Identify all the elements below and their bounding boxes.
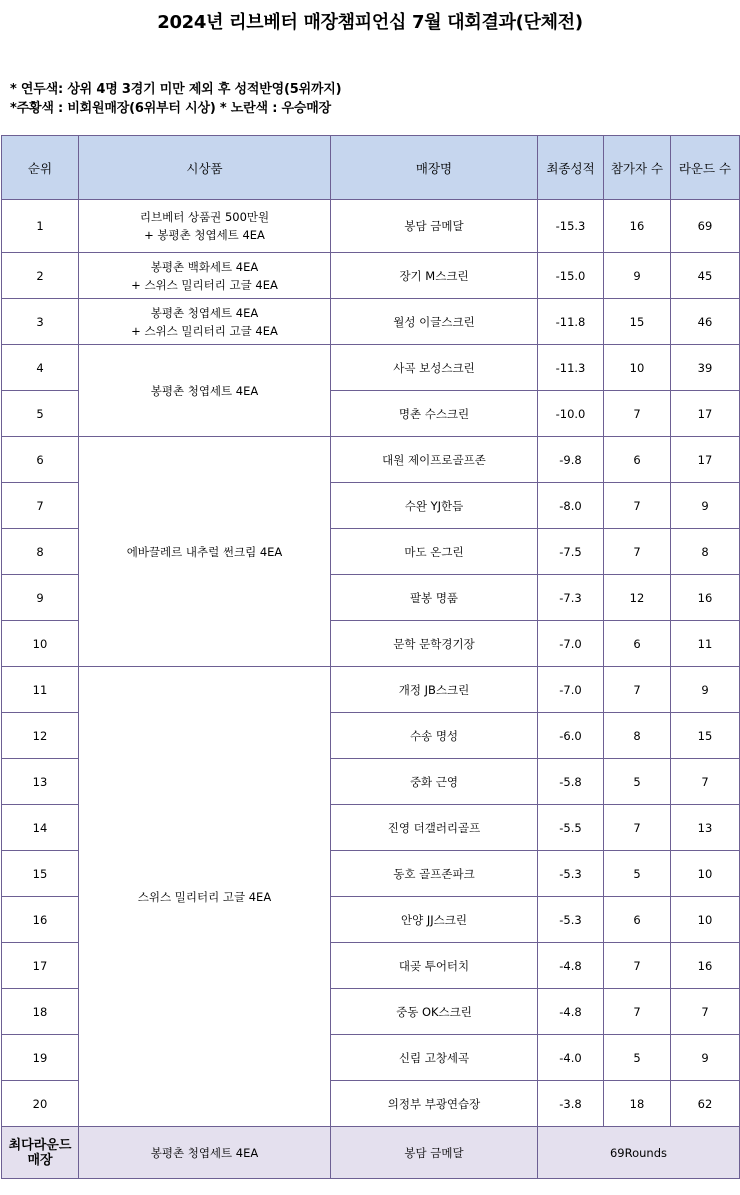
prize-line: 에바끌레르 내추럴 썬크림 4EA xyxy=(126,544,283,559)
rank-cell: 14 xyxy=(2,805,79,851)
table-row xyxy=(2,437,740,483)
rank-cell: 10 xyxy=(2,621,79,667)
legend-notes xyxy=(10,80,341,118)
store-cell: 문학 문학경기장 xyxy=(331,621,538,667)
rank-cell: 17 xyxy=(2,943,79,989)
store-cell: 사곡 보성스크린 xyxy=(331,345,538,391)
most-rounds-prize: 봉평촌 청엽세트 4EA xyxy=(79,1127,331,1179)
store-cell: 명촌 수스크린 xyxy=(331,391,538,437)
players-cell: 7 xyxy=(604,391,671,437)
score-cell: -5.8 xyxy=(538,759,604,805)
rounds-cell: 9 xyxy=(671,1035,740,1081)
rank-cell: 2 xyxy=(2,253,79,299)
score-cell: -15.3 xyxy=(538,200,604,253)
score-cell: -7.0 xyxy=(538,667,604,713)
store-cell: 대원 제이프로골프존 xyxy=(331,437,538,483)
prize-cell xyxy=(79,200,331,253)
rounds-cell: 11 xyxy=(671,621,740,667)
store-cell: 마도 온그린 xyxy=(331,529,538,575)
rounds-cell: 62 xyxy=(671,1081,740,1127)
page-title: 2024년 리브베터 매장챔피언십 7월 대회결과(단체전) xyxy=(157,12,583,33)
rank-cell: 18 xyxy=(2,989,79,1035)
players-cell: 5 xyxy=(604,759,671,805)
score-cell: -10.0 xyxy=(538,391,604,437)
store-cell: 중동 OK스크린 xyxy=(331,989,538,1035)
note-line: * 연두색: 상위 4명 3경기 미만 제외 후 성적반영(5위까지) xyxy=(10,82,342,97)
rank-cell: 11 xyxy=(2,667,79,713)
store-cell: 진영 더갤러리골프 xyxy=(331,805,538,851)
header-rank: 순위 xyxy=(2,136,79,200)
score-cell: -15.0 xyxy=(538,253,604,299)
store-cell: 봉담 금메달 xyxy=(331,200,538,253)
store-cell: 의정부 부광연습장 xyxy=(331,1081,538,1127)
header-row xyxy=(2,136,740,200)
players-cell: 12 xyxy=(604,575,671,621)
prize-cell xyxy=(79,253,331,299)
players-cell: 15 xyxy=(604,299,671,345)
score-cell: -6.0 xyxy=(538,713,604,759)
header-score: 최종성적 xyxy=(538,136,604,200)
rounds-cell: 15 xyxy=(671,713,740,759)
rank-cell: 3 xyxy=(2,299,79,345)
store-cell: 수완 YJ한듬 xyxy=(331,483,538,529)
store-cell: 대곶 투어터치 xyxy=(331,943,538,989)
header-store: 매장명 xyxy=(331,136,538,200)
players-cell: 9 xyxy=(604,253,671,299)
rank-cell: 12 xyxy=(2,713,79,759)
players-cell: 5 xyxy=(604,1035,671,1081)
score-cell: -4.8 xyxy=(538,989,604,1035)
most-rounds-row xyxy=(2,1127,740,1179)
store-cell: 수송 명성 xyxy=(331,713,538,759)
score-cell: -7.0 xyxy=(538,621,604,667)
rounds-cell: 9 xyxy=(671,667,740,713)
store-cell: 개정 JB스크린 xyxy=(331,667,538,713)
prize-cell xyxy=(79,437,331,667)
score-cell: -5.3 xyxy=(538,851,604,897)
store-cell: 장기 M스크린 xyxy=(331,253,538,299)
rounds-cell: 7 xyxy=(671,759,740,805)
players-cell: 16 xyxy=(604,200,671,253)
rank-cell: 4 xyxy=(2,345,79,391)
rounds-cell: 9 xyxy=(671,483,740,529)
score-cell: -5.5 xyxy=(538,805,604,851)
rank-cell: 7 xyxy=(2,483,79,529)
rank-cell: 15 xyxy=(2,851,79,897)
store-cell: 중화 근영 xyxy=(331,759,538,805)
prize-line: 봉평촌 백화세트 4EA xyxy=(150,259,259,274)
rounds-cell: 13 xyxy=(671,805,740,851)
rank-cell: 6 xyxy=(2,437,79,483)
prize-line: + 봉평촌 청엽세트 4EA xyxy=(144,228,265,242)
score-cell: -11.8 xyxy=(538,299,604,345)
score-cell: -11.3 xyxy=(538,345,604,391)
rounds-cell: 46 xyxy=(671,299,740,345)
table-row xyxy=(2,345,740,391)
players-cell: 6 xyxy=(604,897,671,943)
rank-cell: 8 xyxy=(2,529,79,575)
store-cell: 안양 JJ스크린 xyxy=(331,897,538,943)
prize-line: 스위스 밀리터리 고글 4EA xyxy=(137,889,272,904)
most-rounds-store: 봉담 금메달 xyxy=(331,1127,538,1179)
score-cell: -4.8 xyxy=(538,943,604,989)
store-cell: 월성 이글스크린 xyxy=(331,299,538,345)
score-cell: -7.5 xyxy=(538,529,604,575)
score-cell: -7.3 xyxy=(538,575,604,621)
store-cell: 팔봉 명품 xyxy=(331,575,538,621)
store-cell: 신림 고창세곡 xyxy=(331,1035,538,1081)
results-table xyxy=(1,135,740,1179)
rank-cell: 13 xyxy=(2,759,79,805)
header-players: 참가자 수 xyxy=(604,136,671,200)
players-cell: 7 xyxy=(604,805,671,851)
prize-line: 봉평촌 청엽세트 4EA xyxy=(150,305,259,320)
rank-cell: 19 xyxy=(2,1035,79,1081)
rounds-cell: 69 xyxy=(671,200,740,253)
rounds-cell: 10 xyxy=(671,851,740,897)
score-cell: -3.8 xyxy=(538,1081,604,1127)
prize-cell xyxy=(79,345,331,437)
score-cell: -8.0 xyxy=(538,483,604,529)
rounds-cell: 17 xyxy=(671,391,740,437)
rank-cell: 16 xyxy=(2,897,79,943)
prize-cell xyxy=(79,667,331,1127)
rank-cell: 9 xyxy=(2,575,79,621)
rounds-cell: 16 xyxy=(671,575,740,621)
players-cell: 7 xyxy=(604,483,671,529)
rounds-cell: 45 xyxy=(671,253,740,299)
table-row xyxy=(2,667,740,713)
players-cell: 7 xyxy=(604,989,671,1035)
rounds-cell: 16 xyxy=(671,943,740,989)
rounds-cell: 10 xyxy=(671,897,740,943)
rounds-cell: 39 xyxy=(671,345,740,391)
players-cell: 7 xyxy=(604,529,671,575)
players-cell: 6 xyxy=(604,621,671,667)
store-cell: 동호 골프존파크 xyxy=(331,851,538,897)
note-line: *주황색 : 비회원매장(6위부터 시상) * 노란색 : 우승매장 xyxy=(10,101,331,116)
prize-line: 리브베터 상품권 500만원 xyxy=(139,210,270,224)
players-cell: 8 xyxy=(604,713,671,759)
most-rounds-count: 69Rounds xyxy=(538,1127,740,1179)
prize-cell xyxy=(79,299,331,345)
rounds-cell: 7 xyxy=(671,989,740,1035)
players-cell: 7 xyxy=(604,667,671,713)
players-cell: 18 xyxy=(604,1081,671,1127)
score-cell: -5.3 xyxy=(538,897,604,943)
table-row xyxy=(2,253,740,299)
players-cell: 10 xyxy=(604,345,671,391)
header-rounds: 라운드 수 xyxy=(671,136,740,200)
header-prize: 시상품 xyxy=(79,136,331,200)
table-row xyxy=(2,299,740,345)
rounds-cell: 8 xyxy=(671,529,740,575)
table-row xyxy=(2,200,740,253)
prize-line: 봉평촌 청엽세트 4EA xyxy=(150,383,259,398)
rank-cell: 1 xyxy=(2,200,79,253)
prize-line: + 스위스 밀리터리 고글 4EA xyxy=(131,323,278,338)
players-cell: 7 xyxy=(604,943,671,989)
prize-line: + 스위스 밀리터리 고글 4EA xyxy=(131,277,278,292)
rank-cell: 5 xyxy=(2,391,79,437)
score-cell: -4.0 xyxy=(538,1035,604,1081)
most-rounds-label: 최다라운드 매장 xyxy=(2,1127,79,1179)
rank-cell: 20 xyxy=(2,1081,79,1127)
players-cell: 6 xyxy=(604,437,671,483)
players-cell: 5 xyxy=(604,851,671,897)
score-cell: -9.8 xyxy=(538,437,604,483)
rounds-cell: 17 xyxy=(671,437,740,483)
